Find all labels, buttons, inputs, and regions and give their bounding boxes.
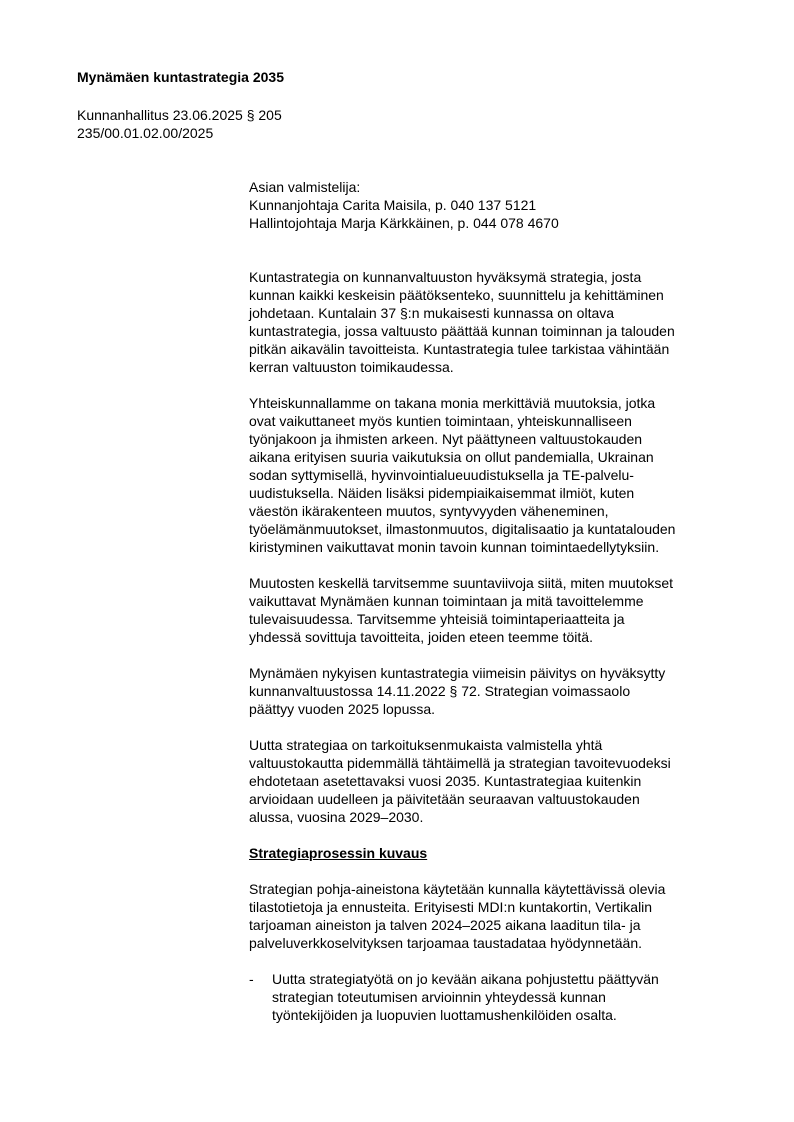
text-line: työelämänmuutokset, ilmastonmuutos, digitalisaatio ja kuntatalouden — [249, 521, 676, 537]
section-heading: Strategiaprosessin kuvaus — [249, 845, 428, 861]
text-line: strategian toteutumisen arvioinnin yhteydessä kunnan — [272, 989, 606, 1005]
text-line: sodan syttymisellä, hyvinvointialueuudistuksella ja TE-palvelu- — [249, 467, 634, 483]
preparer-line: Hallintojohtaja Marja Kärkkäinen, p. 044 078 4670 — [249, 215, 559, 231]
text-line: kiristyminen vaikuttavat monin tavoin kunnan toimintaedellytyksiin. — [249, 539, 660, 555]
record-number: 235/00.01.02.00/2025 — [77, 125, 214, 141]
text-line: Kuntastrategia on kunnanvaltuuston hyväksymä strategia, josta — [249, 269, 642, 285]
preparer-line: Kunnanjohtaja Carita Maisila, p. 040 137 5121 — [249, 197, 537, 213]
document-title: Mynämäen kuntastrategia 2035 — [77, 69, 284, 85]
paragraph — [249, 664, 749, 718]
text-line: tilastotietoja ja ennusteita. Erityisesti MDI:n kuntakortin, Vertikalin — [249, 899, 653, 915]
text-line: kerran valtuuston toimikaudessa. — [249, 359, 454, 375]
text-line: tulevaisuudessa. Tarvitsemme yhteisiä toimintaperiaatteita ja — [249, 611, 625, 627]
text-line: arvioidaan uudelleen ja päivitetään seuraavan valtuustokauden — [249, 791, 640, 807]
text-line: johdetaan. Kuntalain 37 §:n mukaisesti kunnassa on oltava — [249, 305, 615, 321]
text-line: Muutosten keskellä tarvitsemme suuntaviivoja siitä, miten muutokset — [249, 575, 674, 591]
text-line: valtuustokautta pidemmällä tähtäimellä ja strategian tavoitevuodeksi — [249, 755, 671, 771]
text-line: työnjakoon ja ihmisten arkeen. Nyt päättyneen valtuustokauden — [249, 431, 643, 447]
text-line: työntekijöiden ja luopuvien luottamushenkilöiden osalta. — [272, 1007, 617, 1023]
text-line: Mynämäen nykyisen kuntastrategia viimeisin päivitys on hyväksytty — [249, 665, 666, 681]
text-line: Uutta strategiatyötä on jo kevään aikana pohjustettu päättyvän — [272, 971, 659, 987]
paragraph — [249, 574, 749, 646]
document-body — [249, 178, 749, 1024]
meeting-reference: Kunnanhallitus 23.06.2025 § 205 — [77, 107, 282, 123]
preparer-heading: Asian valmistelija: — [249, 179, 361, 195]
bullet-item — [249, 970, 749, 1024]
text-line: ehdotetaan asetettavaksi vuosi 2035. Kuntastrategiaa kuitenkin — [249, 773, 642, 789]
text-line: aikana erityisen suuria vaikutuksia on ollut pandemialla, Ukrainan — [249, 449, 654, 465]
paragraph — [249, 268, 749, 376]
text-line: kunnanvaltuustossa 14.11.2022 § 72. Strategian voimassaolo — [249, 683, 631, 699]
text-line: kunnan kaikki keskeisin päätöksenteko, suunnittelu ja kehittäminen — [249, 287, 664, 303]
text-line: palveluverkkoselvityksen tarjoamaa taustadataa hyödynnetään. — [249, 935, 643, 951]
text-line: tarjoaman aineiston ja talven 2024–2025 aikana laaditun tila- ja — [249, 917, 641, 933]
text-line: uudistuksella. Näiden lisäksi pidempiaikaisemmat ilmiöt, kuten — [249, 485, 635, 501]
text-line: päättyy vuoden 2025 lopussa. — [249, 701, 436, 717]
text-line: kuntastrategia, jossa valtuusto päättää kunnan toiminnan ja talouden — [249, 323, 675, 339]
paragraph — [249, 736, 749, 826]
text-line: ovat vaikuttaneet myös kuntien toimintaan, yhteiskunnalliseen — [249, 413, 632, 429]
text-line: alussa, vuosina 2029–2030. — [249, 809, 424, 825]
paragraph — [249, 880, 749, 952]
text-line: pitkän aikavälin tavoitteista. Kuntastrategia tulee tarkistaa vähintään — [249, 341, 670, 357]
meeting-info — [77, 106, 282, 142]
text-line: vaikuttavat Mynämäen kunnan toimintaan ja mitä tavoittelemme — [249, 593, 644, 609]
paragraph — [249, 394, 749, 556]
text-line: Strategian pohja-aineistona käytetään kunnalla käytettävissä olevia — [249, 881, 666, 897]
text-line: Yhteiskunnallamme on takana monia merkittäviä muutoksia, jotka — [249, 395, 656, 411]
text-line: Uutta strategiaa on tarkoituksenmukaista valmistella yhtä — [249, 737, 603, 753]
bullet-marker: - — [249, 971, 254, 987]
text-line: väestön ikärakenteen muutos, syntyvyyden väheneminen, — [249, 503, 609, 519]
preparer-block — [249, 178, 749, 232]
text-line: yhdessä sovittuja tavoitteita, joiden eteen teemme töitä. — [249, 629, 593, 645]
